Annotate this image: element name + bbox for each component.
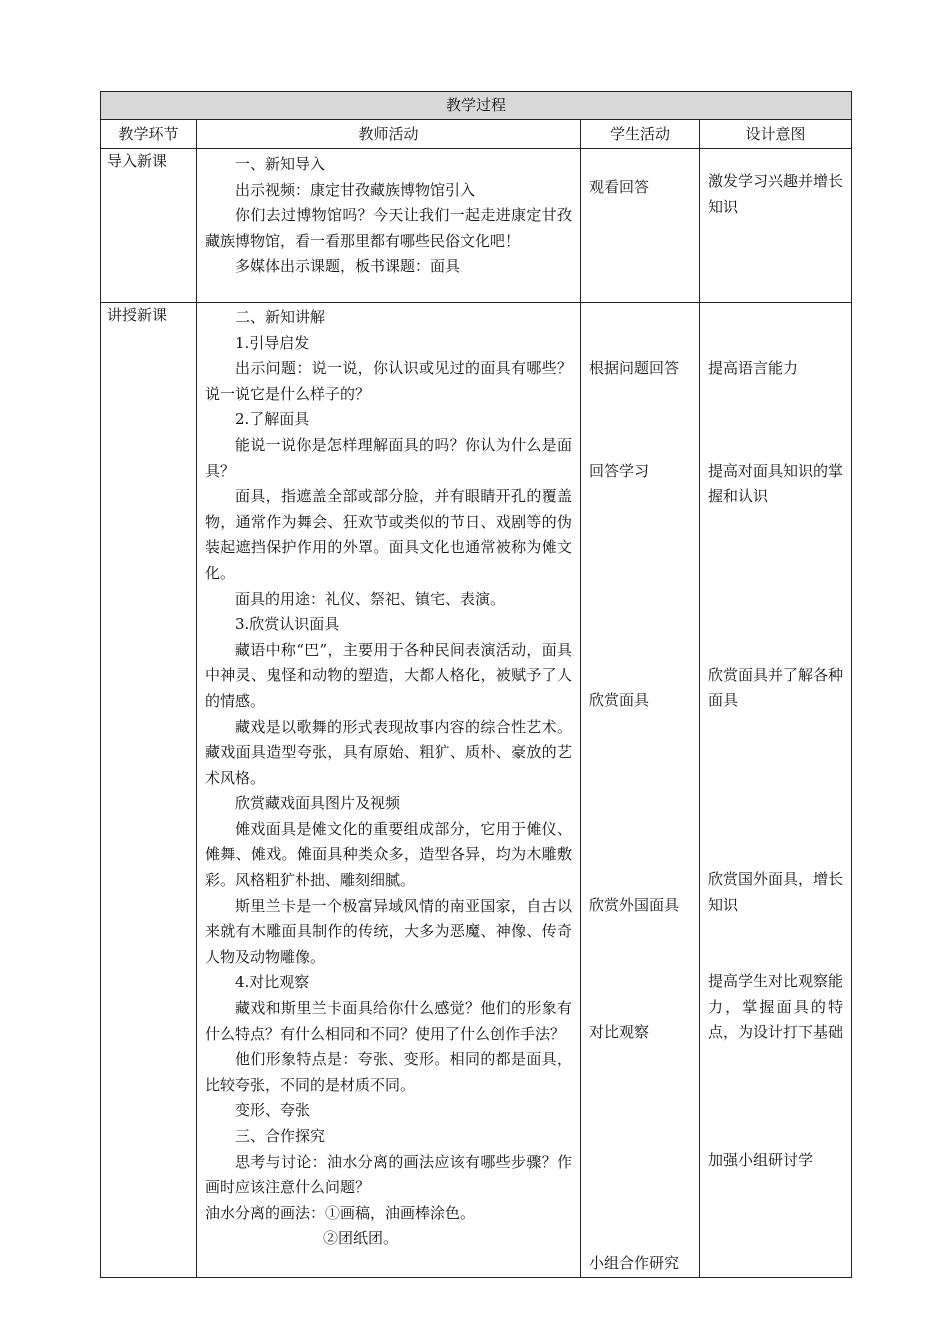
stage-main: 讲授新课	[101, 303, 197, 1278]
design-intent-text: 提高对面具知识的掌握和认识	[708, 461, 844, 506]
paragraph: 欣赏藏戏面具图片及视频	[235, 794, 401, 813]
paragraph: 一、新知导入	[235, 155, 326, 173]
paragraph: 三、合作探究	[235, 1127, 326, 1145]
paragraph: 斯里兰卡是一个极富异域风情的南亚国家，自古以来就有木雕面具制作的传统，大多为恶魔、神像、传奇人物及动物雕像。	[205, 896, 572, 966]
paragraph: 藏语中称“巴”，主要用于各种民间表演活动，面具中神灵、鬼怪和动物的塑造，大都人格化，被赋予了人的情感。	[205, 640, 572, 710]
paragraph: 藏戏是以歌舞的形式表现故事内容的综合性艺术。藏戏面具造型夸张，具有原始、粗犷、质朴、豪放的艺术风格。	[205, 717, 572, 787]
student-activity-main	[581, 303, 700, 1278]
student-activity-text: 欣赏面具	[589, 691, 650, 710]
student-activity-text: 回答学习	[589, 461, 650, 480]
paragraph: 多媒体出示课题，板书课题：面具	[235, 257, 461, 276]
design-intent-text: 提高学生对比观察能力，掌握面具的特点，为设计打下基础	[708, 972, 844, 1042]
teaching-process-table	[100, 91, 852, 1278]
student-activity-text: 根据问题回答	[589, 359, 680, 377]
design-intent-text: 激发学习兴趣并增长知识	[708, 172, 844, 216]
paragraph: 你们去过博物馆吗？今天让我们一起走进康定甘孜藏族博物馆，看一看那里都有哪些民俗文化吧！	[205, 206, 572, 250]
paragraph: 油水分离的画法：①画稿，油画棒涂色。	[205, 1203, 476, 1222]
paragraph: 1.引导启发	[235, 333, 310, 352]
paragraph: 3.欣赏认识面具	[235, 615, 340, 634]
student-activity-text: 欣赏外国面具	[589, 895, 680, 914]
table-row-intro	[101, 149, 852, 303]
paragraph: 面具，指遮盖全部或部分脸，并有眼睛开孔的覆盖物，通常作为舞会、狂欢节或类似的节日、戏剧等的伪装起遮挡保护作用的外罩。面具文化也通常被称为傩文化。	[205, 487, 572, 582]
paragraph: 2.了解面具	[235, 410, 310, 429]
teacher-activity-intro	[197, 149, 581, 303]
design-intent-intro	[700, 149, 852, 303]
design-intent-main	[700, 303, 852, 1278]
student-activity-text: 小组合作研究	[589, 1253, 680, 1272]
header-teacher-activity: 教师活动	[197, 120, 581, 149]
design-intent-text: 欣赏国外面具，增长知识	[708, 869, 844, 914]
table-title: 教学过程	[101, 92, 852, 120]
paragraph: ②团纸团。	[323, 1229, 399, 1248]
table-row-main	[101, 303, 852, 1278]
design-intent-text: 提高语言能力	[708, 359, 799, 377]
paragraph: 他们形象特点是：夸张、变形。相同的都是面具，比较夸张，不同的是材质不同。	[205, 1050, 572, 1094]
stage-intro: 导入新课	[101, 149, 197, 303]
design-intent-text: 欣赏面具并了解各种面具	[708, 665, 844, 710]
teacher-activity-main	[197, 303, 581, 1278]
paragraph: 出示问题：说一说，你认识或见过的面具有哪些？说一说它是什么样子的？	[205, 359, 572, 403]
paragraph: 藏戏和斯里兰卡面具给你什么感觉？他们的形象有什么特点？有什么相同和不同？使用了什么创作手法？	[205, 999, 572, 1043]
student-activity-text: 观看回答	[589, 178, 650, 196]
paragraph: 二、新知讲解	[235, 308, 326, 326]
student-activity-intro	[581, 149, 700, 303]
student-activity-text: 对比观察	[589, 1023, 650, 1042]
paragraph: 变形、夸张	[235, 1101, 311, 1120]
paragraph: 能说一说你是怎样理解面具的吗？你认为什么是面具？	[205, 435, 572, 480]
header-student-activity: 学生活动	[581, 120, 700, 149]
paragraph: 思考与讨论：油水分离的画法应该有哪些步骤？作画时应该注意什么问题？	[205, 1152, 572, 1197]
header-design-intent: 设计意图	[700, 120, 852, 149]
header-stage: 教学环节	[101, 120, 197, 149]
paragraph: 出示视频：康定甘孜藏族博物馆引入	[235, 180, 476, 199]
paragraph: 面具的用途：礼仪、祭祀、镇宅、表演。	[235, 589, 506, 608]
paragraph: 4.对比观察	[235, 973, 310, 992]
design-intent-text: 加强小组研讨学	[708, 1150, 814, 1169]
paragraph: 傩戏面具是傩文化的重要组成部分，它用于傩仪、傩舞、傩戏。傩面具种类众多，造型各异，均为木雕敷彩。风格粗犷朴拙、雕刻细腻。	[205, 819, 572, 890]
